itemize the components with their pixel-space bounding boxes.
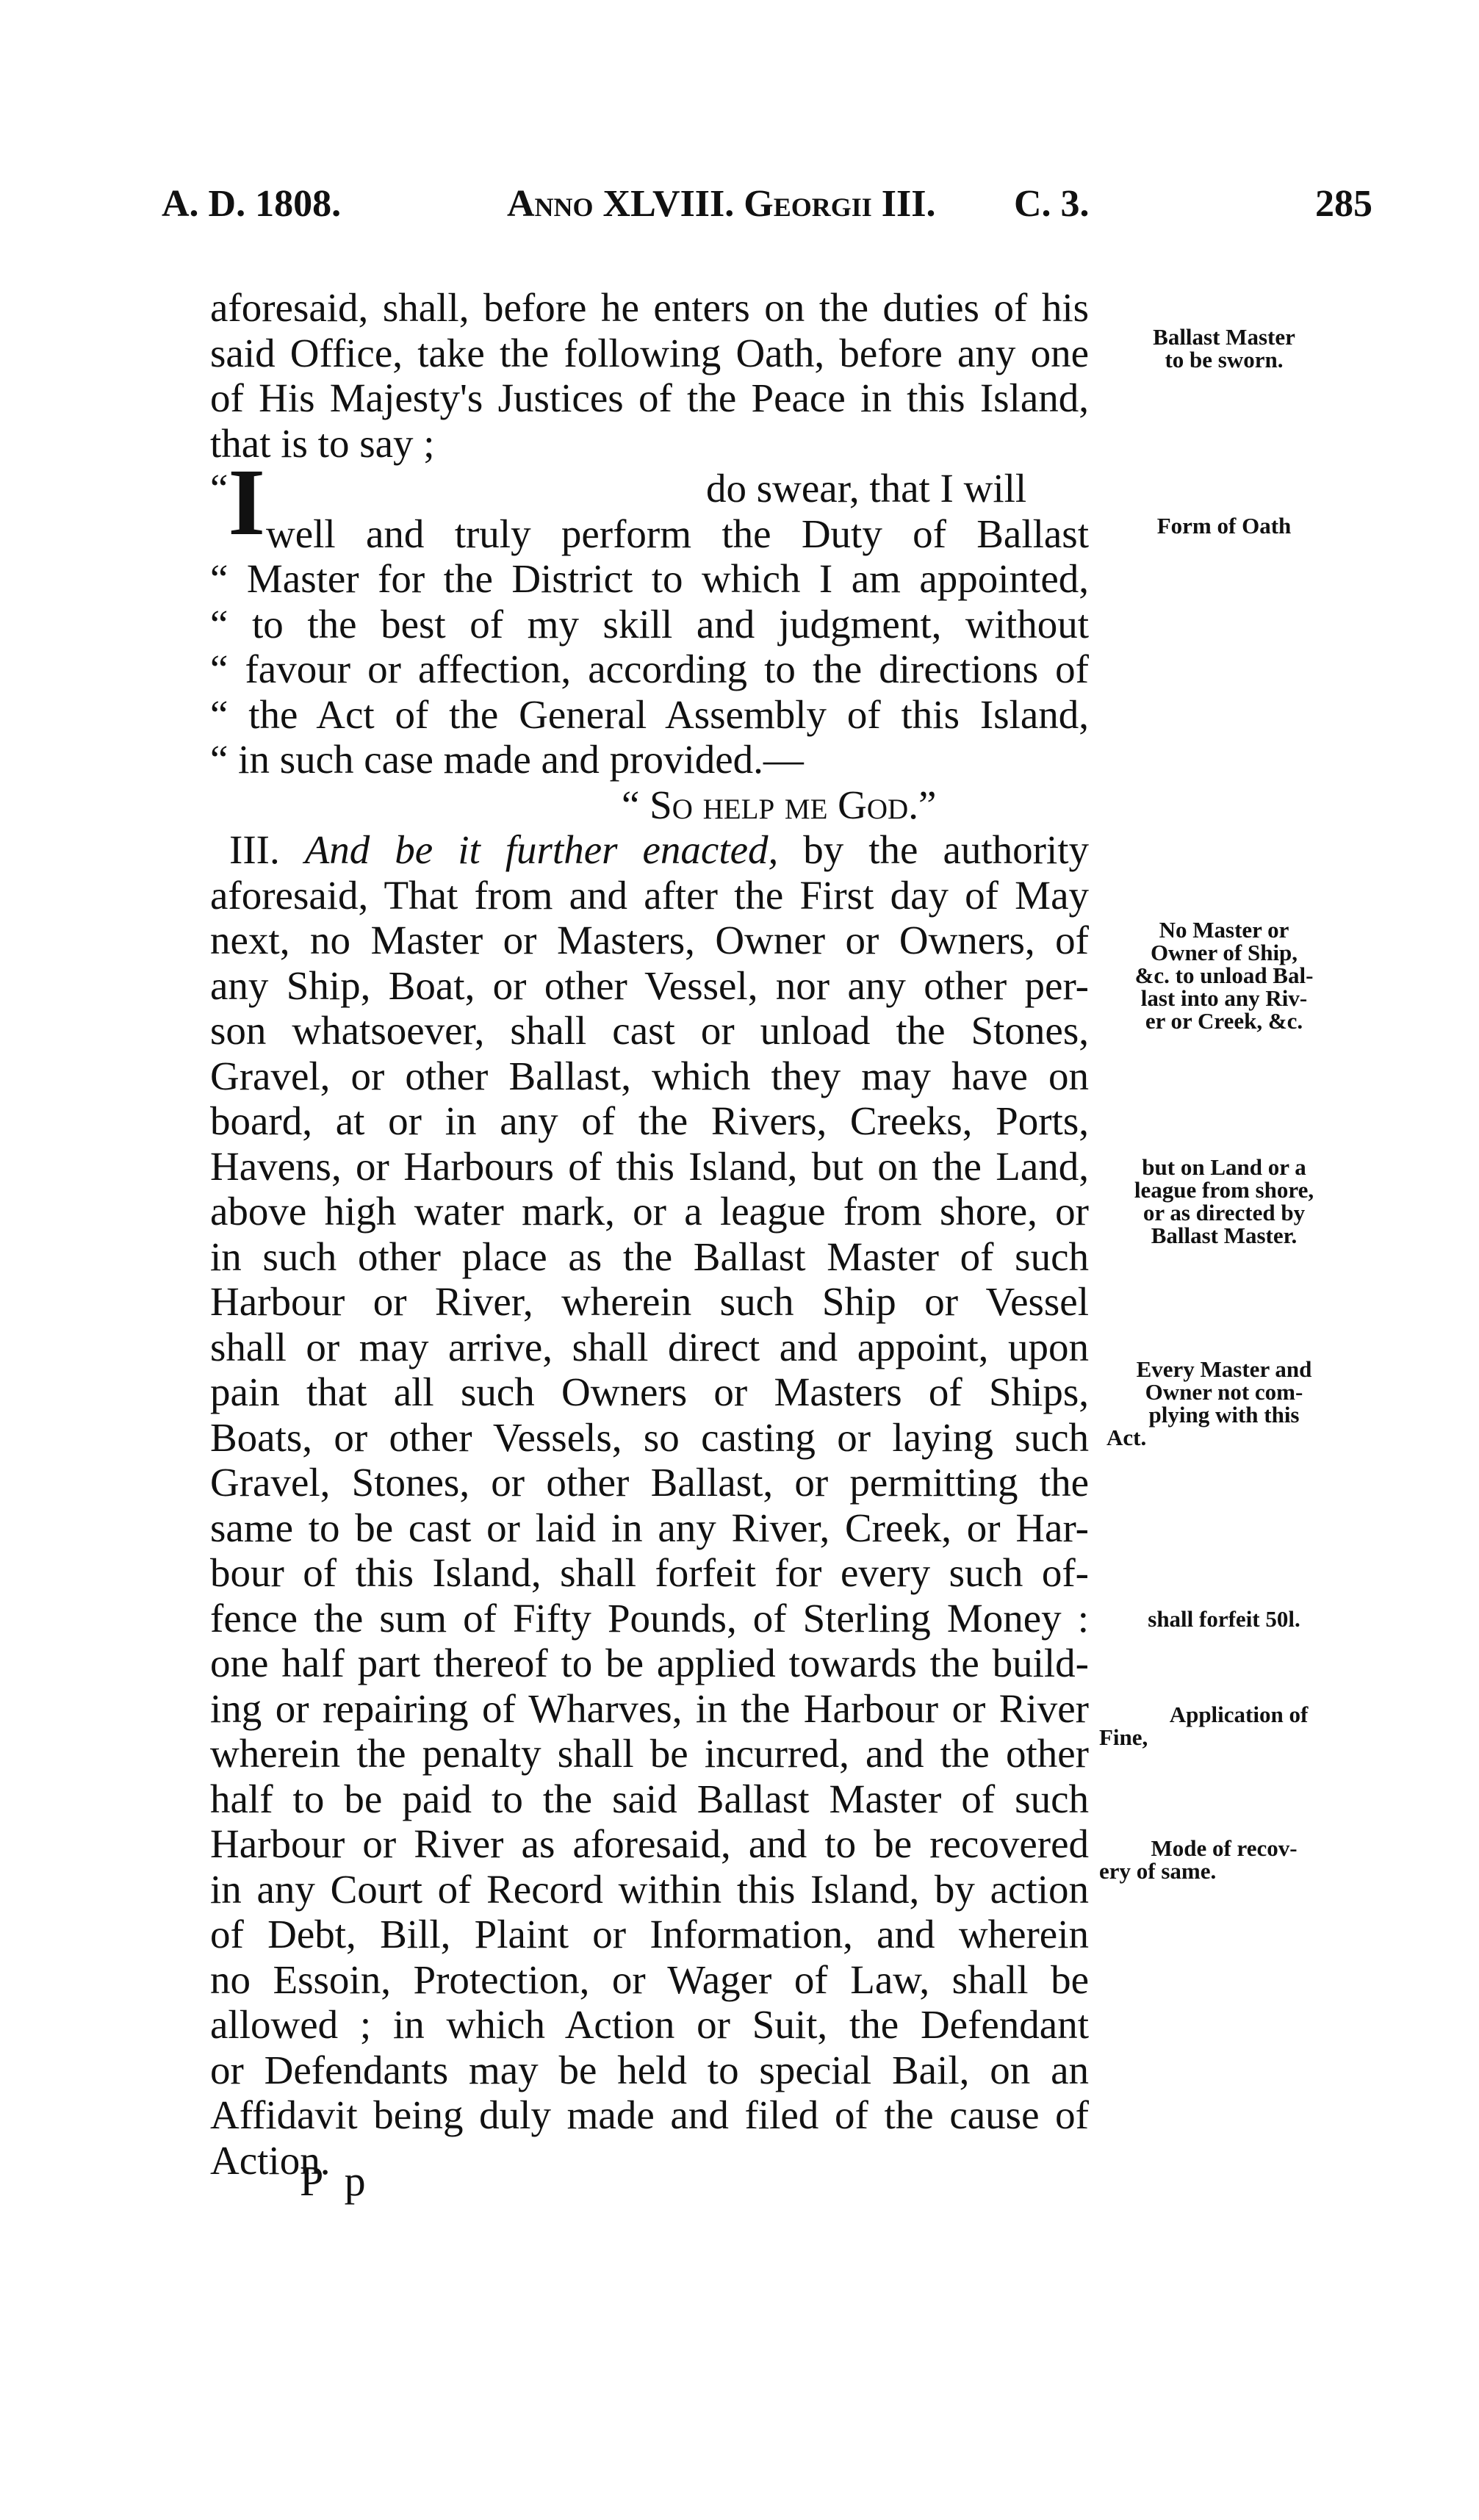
oath-line: “ in such case made and provided.— — [210, 737, 804, 782]
oath-line: “ Master for the District to which I am appointed, — [210, 556, 1089, 601]
text-line: half to be paid to the said Ballast Master of such — [210, 1776, 1089, 1821]
text-line: said Office, take the following Oath, before any one — [210, 330, 1089, 375]
section-first-line-rest: by the authority — [803, 827, 1090, 872]
text-line: no Essoin, Protection, or Wager of Law, shall be — [210, 1956, 1089, 2002]
margin-note-line: Application of — [1169, 1702, 1309, 1727]
page-number: 285 — [1315, 183, 1372, 225]
margin-note-line: Mode of recov- — [1151, 1835, 1298, 1861]
text-line: son whatsoever, shall cast or unload the Stones, — [210, 1008, 1089, 1053]
text-line: same to be cast or laid in any River, Creek, or Har- — [210, 1505, 1089, 1550]
section-numeral: III. — [229, 827, 280, 872]
header-title: Anno XLVIII. Georgii III. — [507, 183, 936, 225]
text-line: bour of this Island, shall forfeit for every such of- — [210, 1550, 1089, 1595]
header-chapter: C. 3. — [1014, 183, 1090, 225]
margin-note-line: Owner not com- — [1145, 1379, 1303, 1405]
text-line: Affidavit being duly made and filed of the cause of — [210, 2092, 1089, 2137]
margin-note-line: plying with this — [1148, 1402, 1300, 1428]
section-three-heading-line — [210, 827, 1089, 873]
oath-line: “ the Act of the General Assembly of this Island, — [210, 691, 1089, 737]
text-line: of Debt, Bill, Plaint or Information, and wherein — [210, 1912, 1089, 1956]
oath-line: “ favour or affection, according to the directions of — [210, 647, 1089, 691]
text-line: Harbour or River as aforesaid, and to be recovered — [210, 1821, 1089, 1866]
text-line: Gravel, Stones, or other Ballast, or permitting the — [210, 1460, 1089, 1505]
text-line: that is to say ; — [210, 420, 435, 466]
margin-note-forfeit — [1099, 1608, 1349, 1630]
text-line: Harbour or River, wherein such Ship or Vessel — [210, 1279, 1089, 1324]
text-line: fence the sum of Fifty Pounds, of Sterling Money : — [210, 1595, 1089, 1641]
margin-note-line: No Master or — [1159, 917, 1289, 943]
text-line: in any Court of Record within this Island, by action — [210, 1866, 1089, 1912]
text-line: ing or repairing of Wharves, in the Harbour or River — [210, 1685, 1089, 1731]
oath-first-line-tail: do swear, that I will — [706, 466, 1027, 511]
text-line: Gravel, or other Ballast, which they may have on — [210, 1053, 1089, 1098]
main-text-column — [210, 285, 1089, 2183]
oath-open-quote: “ — [210, 466, 228, 511]
text-line: of His Majesty's Justices of the Peace in this Island, — [210, 375, 1089, 420]
margin-note-line: last into any Riv- — [1140, 985, 1308, 1011]
margin-note-every-master — [1099, 1358, 1349, 1449]
oath-line: “ to the best of my skill and judgment, without — [210, 601, 1089, 647]
text-line: or Defendants may be held to special Bail, on an — [210, 2047, 1089, 2092]
margin-note-line: Form of Oath — [1156, 513, 1292, 539]
margin-note-line: league from shore, — [1134, 1177, 1314, 1203]
text-line: Havens, or Harbours of this Island, but on the Land, — [210, 1143, 1089, 1189]
text-line: allowed ; in which Action or Suit, the Defendant — [210, 2002, 1089, 2047]
margin-note-ballast-master-sworn — [1099, 325, 1349, 371]
margin-note-line: Ballast Master — [1153, 324, 1295, 350]
margin-note-line: Fine, — [1099, 1724, 1148, 1750]
margin-note-on-land — [1099, 1156, 1349, 1247]
signature-mark: P p — [300, 2157, 372, 2205]
margin-note-line: er or Creek, &c. — [1145, 1008, 1303, 1034]
margin-note-line: &c. to unload Bal- — [1134, 962, 1314, 988]
margin-note-line: ery of same. — [1099, 1858, 1217, 1884]
text-line: above high water mark, or a league from shore, or — [210, 1189, 1089, 1234]
margin-note-line: but on Land or a — [1142, 1154, 1306, 1180]
enacting-clause: And be it further enacted, — [304, 827, 779, 872]
margin-note-line: Every Master and — [1136, 1356, 1312, 1382]
margin-note-line: Owner of Ship, — [1150, 940, 1298, 965]
margin-note-application-of-fine — [1099, 1703, 1349, 1749]
header-year: A. D. 1808. — [162, 183, 342, 225]
margin-note-mode-of-recovery — [1099, 1837, 1349, 1882]
oath-line: well and truly perform the Duty of Ballast — [266, 511, 1089, 556]
margin-note-line: shall forfeit 50l. — [1148, 1606, 1300, 1632]
text-line: pain that all such Owners or Masters of Ships, — [210, 1369, 1089, 1414]
running-header — [162, 182, 1372, 241]
margin-note-line: Ballast Master. — [1151, 1223, 1298, 1248]
margin-note-line: Act. — [1106, 1425, 1147, 1450]
text-line: wherein the penalty shall be incurred, and the other — [210, 1731, 1089, 1776]
oath-drop-letter: I — [228, 450, 266, 555]
oath-closing: “ So help me God.” — [622, 782, 937, 827]
text-line: aforesaid, That from and after the First day of May — [210, 872, 1089, 918]
text-line: board, at or in any of the Rivers, Creeks, Ports, — [210, 1098, 1089, 1143]
margin-note-form-of-oath — [1099, 514, 1349, 537]
text-line: any Ship, Boat, or other Vessel, nor any other per- — [210, 962, 1089, 1008]
margin-note-no-unloading — [1099, 918, 1349, 1032]
text-line: next, no Master or Masters, Owner or Owners, of — [210, 918, 1089, 962]
text-line: in such other place as the Ballast Master of such — [210, 1234, 1089, 1279]
text-line: Boats, or other Vessels, so casting or laying such — [210, 1414, 1089, 1460]
text-line: aforesaid, shall, before he enters on the duties of his — [210, 285, 1089, 330]
text-line: shall or may arrive, shall direct and appoint, upon — [210, 1324, 1089, 1369]
text-line: one half part thereof to be applied towards the build- — [210, 1641, 1089, 1685]
margin-note-line: or as directed by — [1142, 1200, 1306, 1225]
text-line: Action. — [210, 2137, 331, 2183]
margin-note-line: to be sworn. — [1165, 347, 1284, 372]
